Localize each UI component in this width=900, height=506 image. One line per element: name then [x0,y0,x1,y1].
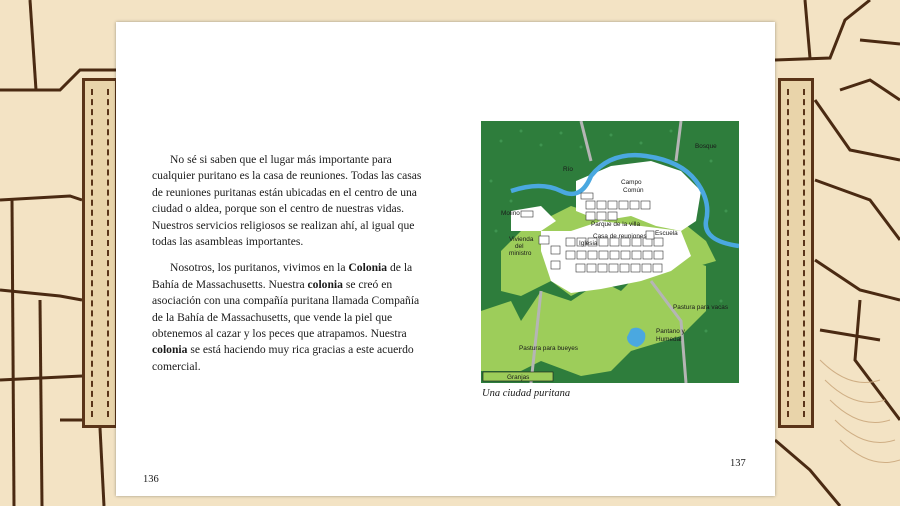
map-label-escuela: Escuela [655,230,678,237]
paragraph-1: No sé si saben que el lugar más importante para cualquier puritano es la casa de reuniones. Todas las casas de reuniones puritanas están ubicadas en el centro de una ciudad o aldea, porque son el centro de nuestras vidas. Nuestros servicios religiosos se realizan ahí, al igual que todas las asambleas importantes. [152,153,422,249]
map-label-bosque: Bosque [695,143,717,150]
body-text [152,152,432,385]
map-label-molino: Molino [501,210,520,217]
map-label-iglesia: Iglesia [579,240,598,247]
page-number-left: 136 [143,474,159,485]
map-label-parque: Parque de la villa [591,221,641,228]
map-label-vivienda-3: ministro [509,250,532,257]
figure-caption: Una ciudad puritana [482,388,571,399]
map-label-casa-reuniones: Casa de reuniones [593,233,647,240]
paragraph-2: Nosotros, los puritanos, vivimos en la Colonia de la Bahía de Massachusetts. Nuestra colonia se creó en asociación con una compañía puritana llamada Compañía de la Bahía de Massachusetts, que vende la piel que obtenemos al cazar y los peces que atrapamos. Nuestra colonia se está haciendo muy rica gracias a este acuerdo comercial. [152,261,420,373]
page-number-right: 137 [730,458,746,469]
map-label-vivienda-1: Vivienda [509,236,534,243]
puritan-town-map [481,121,739,383]
scroll-frame-right [778,78,814,428]
map-label-pastura-bueyes: Pastura para bueyes [519,345,578,352]
map-label-pastura-vacas: Pastura para vacas [673,304,729,311]
scroll-frame-left [82,78,118,428]
map-label-campo-comun-1: Campo [621,179,642,186]
map-label-pantano-1: Pantano y [656,328,685,335]
map-label-pantano-2: Humedal [656,336,682,343]
book-page-spread [116,22,775,496]
vocab-colonia: Colonia [348,261,388,275]
map-label-campo-comun-2: Común [623,187,644,194]
map-label-granjas: Granjas [507,374,530,381]
vocab-colonia: colonia [307,277,343,291]
map-label-rio: Río [563,166,573,173]
map-label-vivienda-2: del [515,243,524,250]
vocab-colonia: colonia [152,343,188,357]
